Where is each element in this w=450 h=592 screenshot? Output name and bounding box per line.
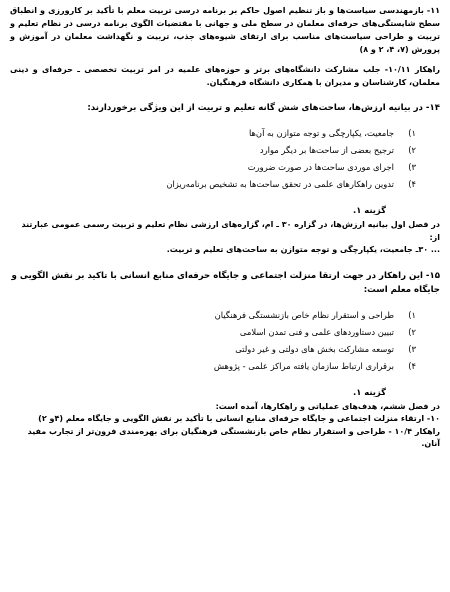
option: ۱) جامعیت، یکپارچگی و توجه متوازن به آن‌ها bbox=[248, 128, 416, 138]
option: ۴) برقراری ارتباط سازمان یافته مراکز علمی - پژوهش bbox=[213, 360, 416, 371]
question-14-options bbox=[10, 125, 416, 193]
option: ۳) اجرای موردی ساحت‌ها در صورت ضرورت bbox=[247, 162, 416, 172]
option: ۲) تبیین دستاوردهای علمی و فنی تمدن اسلامی bbox=[239, 326, 416, 337]
intro-strategy: راهکار ۱۰/۱۱- جلب مشارکت دانشگاه‌های برتر و حوزه‌های علمیه در امر تربیت تخصصی ـ حرفه‌ای و دینی معلمان، کارشناسان و مدیران با همکاری دانشگاه فرهنگیان. bbox=[10, 65, 441, 87]
question-15: ۱۵- این راهکار در جهت ارتقا منزلت اجتماعی و جایگاه حرفه‌ای منابع انسانی با تاکید بر نقش الگویی و جایگاه معلم است: bbox=[11, 270, 440, 295]
option: ۲) ترجیح بعضی از ساحت‌ها بر دیگر موارد bbox=[259, 145, 416, 155]
question-15-options bbox=[10, 307, 416, 375]
answer-15-explanation: در فصل ششم، هدف‌های عملیاتی و راهکارها، آمده است: ۱۰- ارتقاء منزلت اجتماعی و جایگاه حرفه‌ای منابع انسانی با تأکید بر نقش الگویی و جایگاه معلم (۴و ۲) راهکار ۱۰/۴ - طراحی و استقرار نظام خاص بازنشستگی فرهنگیان برای بهره‌مندی فرون‌تر از تجارب مفید آنان. bbox=[27, 401, 440, 448]
option: ۱) طراحی و استقرار نظام خاص بازنشستگی فرهنگیان bbox=[214, 309, 416, 320]
answer-14-label: گزینه ۱. bbox=[353, 205, 386, 215]
option: ۳) توسعه مشارکت بخش های دولتی و غیر دولتی bbox=[235, 343, 416, 354]
question-14: ۱۴- در بیانیه ارزش‌ها، ساحت‌های شش گانه تعلیم و تربیت از این ویژگی برخوردارند: bbox=[87, 103, 440, 113]
intro-item-11: ۱۱- بازمهندسی سیاست‌ها و باز تنظیم اصول حاکم بر برنامه درسی تربیت معلم با تأکید بر کارورزی و انطباق سطح شایستگی‌های حرفه‌ای معلمان در سطح ملی و جهانی با مقتضیات الگوی برنامه درسی در نظام تعلیم و تربیت و طراحی سیاست‌های مناسب برای ارتقای شیوه‌های جذب، تربیت و نگهداشت معلمان در آموزش و پرورش (۷، ۴، ۲ و ۸) bbox=[10, 6, 440, 54]
option: ۴) تدوین راهکارهای علمی در تحقق ساحت‌ها به تشخیص برنامه‌ریزان bbox=[166, 179, 416, 189]
answer-14-explanation: در فصل اول بیانیه ارزش‌ها، در گزاره ۳۰ ـ ام، گزاره‌های ارزشی نظام تعلیم و تربیت رسمی عمومی عبارتند از: ... ۳۰ـ جامعیت، یکپارچگی و توجه متوازن به ساحت‌های تعلیم و تربیت. bbox=[21, 220, 440, 254]
answer-15-label: گزینه ۱. bbox=[353, 386, 386, 397]
